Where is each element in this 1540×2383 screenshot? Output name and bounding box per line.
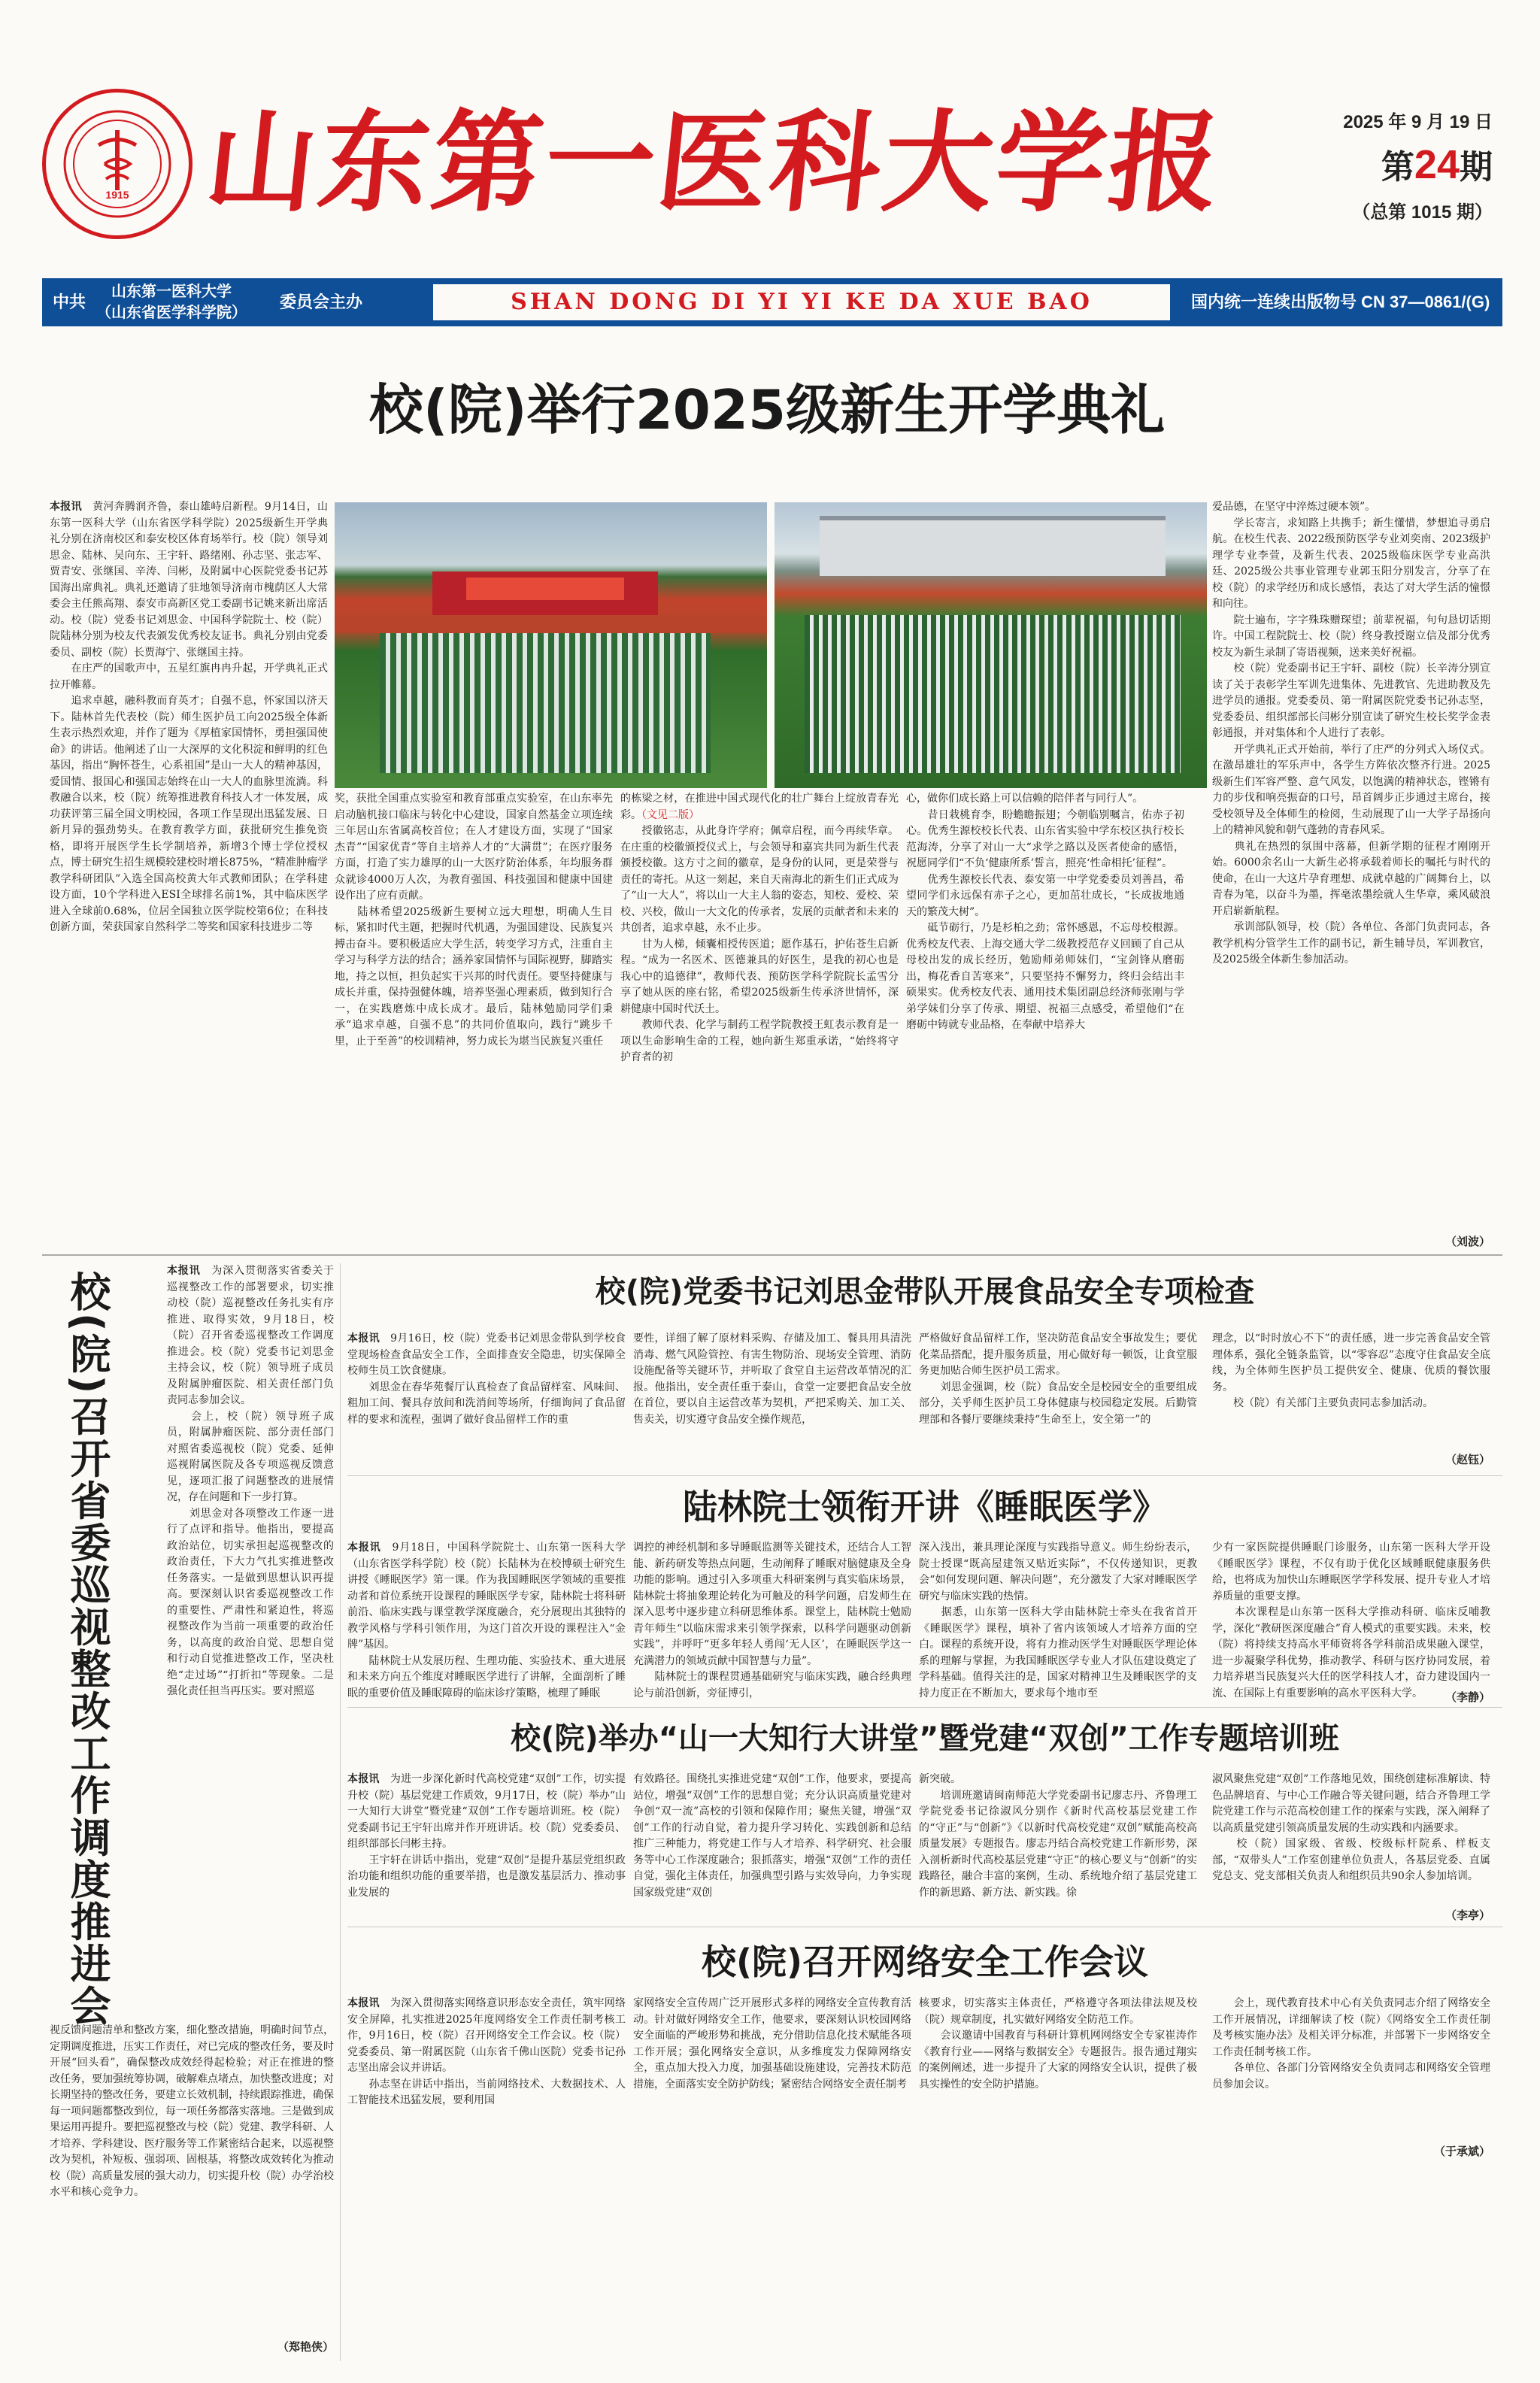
divider-3 [347,1707,1502,1708]
article5-col1: 本报讯 为进一步深化新时代高校党建“双创”工作，切实提升校（院）基层党建工作质效，9月17日，校（院）举办“山一大知行大讲堂”暨党建“双创”工作专题培训班。校（院）党委副书记王宇轩出席并作开班讲话。校（院）党委委员、组织部部长闫彬主持。 王宇轩在讲话中指出，党建“双创”是提升基层党组织政治功能和组织功能的重要举措，也是激发基层活力、推动事业发展的 [347,1773,626,1899]
article1-col2: 奖，获批全国重点实验室和教育部重点实验室，在山东率先启动脑机接口临床与转化中心建设，国家自然基金立项连续三年居山东省属高校首位；在人才建设方面，实现了“国家杰青”“国家优青”等自主培养人才的“大满贯”；在医疗服务方面，打造了实力雄厚的山一大医疗防治体系，年均服务群众就诊4000万人次，为教育强国、科技强国和健康中国建设作出了应有贡献。 陆林希望2025级新生要树立远大理想，明确人生目标，紧扣时代主题，把握时代机遇，为强国建设、民族复兴搏击奋斗。要积极适应大学生活，转变学习方式，注重自主学习与科学方法的结合；涵养家国情怀与国际视野，脚踏实地，持之以恒，担负起实干兴邦的时代责任。要坚持健康与成长并重，保持强健体魄，培养坚强心理素质，做到知行合一，在实践磨炼中成长成才。最后，陆林勉励同学们秉承“追求卓越，自强不息”的共同价值取向，践行“跳步千里，止于至善”的校训精神，努力成长为堪当民族复兴重任 [335,793,613,1047]
article1-col3: 的栋梁之材，在推进中国式现代化的壮广舞台上绽放青春光彩。（文见二版） 授徽铭志，从此身许学府；佩章启程，而今再续华章。在庄重的校徽颁授仪式上，与会领导和嘉宾共同为新生代表颁授校徽。这方寸之间的徽章，是身份的认同，更是荣誉与责任的寄托。从这一刻起，来自天南海北的新生们正式成为了“山一大人”，将以山一大主人翁的姿态，知校、爱校、荣校、兴校，做山一大文化的传承者，发展的贡献者和未来的共创者，追求卓越，永不止步。 甘为人梯，倾囊相授传医道；愿作基石，护佑苍生启新程。“成为一名医术、医德兼具的好医生，是我的初心也是我心中的追德律”，教师代表、预防医学科学院院长孟雪分享了她从医的座右铭，希望2025级新生传承济世情怀，深耕健康中国时代沃土。 教师代表、化学与制药工程学院教授王虹表示教育是一项以生命影响生命的工程，她向新生郑重承诺，“始终将守护育者的初 [620,793,899,1063]
band-host: 委员会主办 [280,293,363,311]
band-pinyin: SHAN DONG DI YI YI KE DA XUE BAO [433,284,1170,320]
photo-ceremony-field [775,502,1207,788]
newspaper-title: 山东第一医科大学报 [200,99,1229,227]
band-publish-no: 国内统一连续出版物号 CN 37—0861/(G) [1191,293,1490,311]
article6-col2: 家网络安全宣传周广泛开展形式多样的网络安全宣传教育活动。针对做好网络安全工作，他要求，要深刻认识校园网络安全面临的严峻形势和挑战，充分借助信息化技术赋能各项工作开展；强化网络安全意识，从多维度发力保障网络安全，重点加大投入力度，加强基础设施建设，完善技术防范措施，全面落实安全防护防线；紧密结合网络安全责任制考 [633,1997,911,2090]
article4-col2: 调控的神经机制和多导睡眠监测等关键技术，还结合人工智能、新药研发等热点问题，生动阐释了睡眠对脑健康及全身功能的影响。通过引入多项重大科研案例与真实临床场景，陆林院士将抽象理论转化为可触及的科学问题，启发师生在深入思考中逐步建立科研思维体系。课堂上，陆林院士勉励青年师生“以临床需求来引领学探索，以科学问题驱动创新实践”，并呼吁“更多年轻人勇闯‘无人区’，在睡眠医学这一充满潜力的领域贡献中国智慧与力量”。 陆林院士的课程贯通基础研究与临床实践，融合经典理论与前沿创新，旁征博引， [633,1542,911,1699]
band-school-name: 山东第一医科大学 [111,283,232,300]
article1-col5: 爱品德，在坚守中淬炼过硬本领”。 学长寄言，求知路上共携手；新生懂惜，梦想追寻勇启航。在校生代表、2022级预防医学专业刘奕南、2023级护理学专业李萱，及新生代表、2025级临床医学专业高洪廷、2025级公共事业管理专业郭玉阳分别发言，分享了在校（院）的求学经历和成长感悟，表达了对大学生活的憧憬和向往。 院士遍布，字字殊珠赠琛望；前辈祝福，句句恳切话期许。中国工程院院士、校（院）终身教授谢立信及部分优秀校友为新生录制了寄语视频，送来美好祝福。 校（院）党委副书记王宇轩、副校（院）长辛涛分别宣读了关于表彰学生军训先进集体、先进教官、先进助教及先进学员的通报。党委委员、第一附属医院党委书记孙志坚，党委委员、组织部部长闫彬分别宣读了研究生校长奖学金表彰通报，并对集体和个人进行了表彰。 开学典礼正式开始前，举行了庄严的分列式入场仪式。在激昂雄壮的军乐声中，各学生方阵依次整齐行进。2025级新生们军容严整、意气风发，以饱满的精神状态，铿锵有力的步伐和响亮振奋的口号，昂首阔步正步通过主席台，接受校领导及全体师生的检阅，生动展现了山一大学子昂扬向上的精神风貌和朝气蓬勃的青春风采。 典礼在热烈的氛围中落幕，但新学期的征程才刚刚开始。6000余名山一大新生必将承载着师长的嘱托与时代的使命，在山一大这片孕育理想、成就卓越的广阔舞台上，以青春为笔，以奋斗为墨，挥毫浓墨绘就人生华章，乘风破浪开启崭新航程。 承训部队领导，校（院）各单位、各部门负责同志，各教学机构分管学生工作的副书记，新生辅导员，军训教官，及2025级全体新生参加活动。 [1212,501,1490,966]
article1-col4: 心，做你们成长路上可以信赖的陪伴者与同行人”。 昔日栽桃育李，盼蟾瞻振翅；今朝临别嘱言，佑赤子初心。优秀生源校校长代表、山东省实验中学东校区执行校长范海涛，分享了对山一大“求学之路以及医者使命的感悟，祝愿同学们“不负‘健康所系’誓言，照亮‘性命相托’征程”。 优秀生源校长代表、泰安第一中学党委委员刘善昌，希望同学们永远保有赤子之心，更加茁壮成长，“长成拔地通天的繁茂大树”。 砥节砺行，乃是杉柏之劲；常怀感恩，不忘母校根源。优秀校友代表、上海交通大学二级教授范存义回顾了自己从母校出发的成长经历，勉励师弟师妹们，“宝剑锋从磨砺出，梅花香自苦寒来”，只要坚持不懈努力，终归会结出丰硕果实。优秀校友代表、通用技术集团副总经济师张刚与学弟学妹们分享了传承、期望、祝福三点感受，希望他们“在磨砺中铸就专业品格，在奉献中培养大 [906,793,1184,1031]
article1-col1: 本报讯 黄河奔腾润齐鲁，泰山雄峙启新程。9月14日，山东第一医科大学（山东省医学科学院）2025级新生开学典礼分别在济南校区和泰安校区体育场举行。校（院）领导刘思金、陆林、吴向东、王宇轩、路绪刚、孙志坚、张志军、贾青安、张继国、辛涛、闫彬，及附属中心医院党委书记苏国海出席典礼。典礼还邀请了驻地领导济南市槐荫区人大常委会主任熊高翔、泰安市高新区党工委副书记姚来新出席活动。校（院）党委书记刘思金、中国科学院院士、校（院）院陆林分别为校友代表颁发优秀校友证书。典礼分别由党委委员、副校（院）长贾海宁、张继国主持。 在庄严的国歌声中，五星红旗冉冉升起，开学典礼正式拉开帷幕。 追求卓越，融科教而育英才；自强不息，怀家国以济天下。陆林首先代表校（院）师生医护员工向2025级全体新生表示热烈欢迎，并作了题为《厚植家国情怀，勇担强国使命》的讲话。他阐述了山一大深厚的文化积淀和鲜明的红色基因，指出“胸怀苍生，心系祖国”是山一大人的精神基因，爱国情、报国心和强国志始终在山一大人的血脉里流淌。科教融合以来，校（院）统筹推进教育科技人才一体发展，成功获评第三届全国文明校园，各项工作呈现出迅猛发展、日新月异的强劲势头。在教育教学方面，获批研究生推免资格，即将开展医学生长学制培养，新增3个博士学位授权点，博士研究生招生规模较建校时增长875%，“精准肿瘤学教学科研团队”入选全国高校黄大年式教师团队；在学科建设方面，10个学科进入ESI全球排名前1%，其中临床医学进入全球前0.68%，位居全国独立医学院校第6位；在科技创新方面，荣获国家自然科学二等奖和国家科技进步二等 [50,501,328,933]
issue-number [1305,140,1493,188]
article3-col4: 理念，以“时时放心不下”的责任感，进一步完善食品安全管理体系，强化全链条监管，以“零容忍”态度守住食品安全底线，为全体师生医护员工提供安全、健康、优质的餐饮服务。 校（院）有关部门主要负责同志参加活动。 [1212,1332,1490,1409]
article5-author: （李亭） [1429,1907,1490,1923]
article5-col3: 新突破。 培训班邀请闽南师范大学党委副书记廖志丹、齐鲁理工学院党委书记徐淑风分别作《新时代高校基层党建工作的“守正”与“创新”》《以新时代高校党建“双创”赋能高校高质量发展》专题报告。廖志丹结合高校党建工作新形势，深入剖析新时代高校基层党建“守正”的核心要义与“创新”的实践路径，融合丰富的案例，生动、系统地介绍了基层党建工作的新思路、新方法、新实践。徐 [919,1773,1197,1899]
article6-title: 校(院)召开网络安全工作会议 [701,1942,1149,1982]
article2-col1: 本报讯 为深入贯彻落实省委关于巡视整改工作的部署要求，切实推动校（院）巡视整改任务扎实有序推进、取得实效，9月18日，校（院）召开省委巡视整改工作调度推进会。校（院）党委书记刘思金主持会议，校（院）领导班子成员及附属肿瘤医院、相关责任部门负责同志参加会议。 会上，校（院）领导班子成员，附属肿瘤医院、部分责任部门对照省委巡视校（院）党委、延伸巡视附属医院及各专项巡视反馈意见，逐项汇报了问题整改的进展情况，存在问题和下一步打算。 刘思金对各项整改工作逐一进行了点评和指导。他指出，要提高政治站位，切实承担起巡视整改的政治责任，下大力气扎实推进整改任务落实。一是做到思想认识再提高。要深刻认识省委巡视整改工作的重要性、严肃性和紧迫性，将巡视整改作为当前一项重要的政治任务，以高度的政治自觉、思想自觉和行动自觉推进整改工作，坚决杜绝“走过场”“打折扣”等现象。二是强化责任担当再压实。要对照巡 [167,1265,334,1697]
article2-title: 校(院)召开省委巡视整改工作调度推进会 [64,1271,111,2027]
photo-ceremony-stage [335,502,767,788]
article5-col2: 有效路径。围绕扎实推进党建“双创”工作，他要求，要提高站位，增强“双创”工作的思想自觉；充分认识高质量党建对争创“双一流”高校的引领和保障作用；聚焦关键，增强“双创”工作的行动自觉，着力提升学习转化、实践创新和总结推广三种能力，将党建工作与人才培养、科学研究、社会服务等中心工作深度融合；狠抓落实，增强“双创”工作的责任自觉，强化主体责任，加强典型引路与实效导向，力争实现国家级党建“双创 [633,1773,911,1899]
issue-date: 2025 年 9 月 19 日 [1343,112,1493,132]
issue-suffix: 期 [1460,149,1493,186]
article3-title: 校(院)党委书记刘思金带队开展食品安全专项检查 [595,1275,1255,1309]
seal-year: 1915 [105,189,129,201]
issue-prefix: 第 [1381,149,1414,186]
divider-2 [347,1475,1502,1476]
article6-col3: 核要求，切实落实主体责任，严格遵守各项法律法规及校（院）规章制度，扎实做好网络安全防范工作。 会议邀请中国教育与科研计算机网网络安全专家崔涛作《教育行业——网络与数据安全》专题报告。报告通过翔实的案例阐述，进一步提升了大家的网络安全认识，提供了极具实操性的安全防护措施。 [919,1997,1197,2090]
divider-vertical [340,1263,341,2361]
article1-author: （刘波） [1445,1235,1490,1248]
university-seal [42,89,192,239]
article4-col3: 深入浅出，兼具理论深度与实践指导意义。师生纷纷表示，院士授课“既高屋建瓴又贴近实际”，不仅传递知识，更教会“如何发现问题、解决问题”，充分激发了大家对睡眠医学研究与临床实践的热情。 据悉，山东第一医科大学由陆林院士牵头在我省首开《睡眠医学》课程，填补了省内该领域人才培养方面的空白。课程的系统开设，将有力推动医学生对睡眠医学理论体系的理解与掌握，为我国睡眠医学专业人才队伍建设奠定了学科基础。值得关注的是，国家对精神卫生及睡眠医学的支持力度正在不断加大，要求每个地市至 [919,1542,1197,1699]
article1-title: 校(院)举行2025级新生开学典礼 [368,378,1166,441]
article3-author: （赵钰） [1445,1453,1490,1466]
article4-col4: 少有一家医院提供睡眠门诊服务，山东第一医科大学开设《睡眠医学》课程，不仅有助于优化区域睡眠健康服务供给，也将成为加快山东睡眠医学学科发展、提升专业人才培养质量的重要支撑。 本次课程是山东第一医科大学推动科研、临床反哺教学，深化“教研医深度融合”育人模式的重要实践。未来，校（院）将持续支持高水平师资将各学科前沿成果融入课堂，进一步凝聚学科优势，推动教学、科研与医疗协同发展，着力培养堪当民族复兴大任的医学科技人才，奋力建设国内一流、在国际上有重要影响的高水平医科大学。 [1212,1542,1490,1699]
article5-title: 校(院)举办“山一大知行大讲堂”暨党建“双创”工作专题培训班 [511,1721,1339,1756]
article4-title: 陆林院士领衔开讲《睡眠医学》 [683,1487,1167,1527]
band-school-alt: （山东省医学科学院） [96,305,247,321]
masthead [0,0,1540,331]
article4-col1: 本报讯 9月18日，中国科学院院士、山东第一医科大学（山东省医学科学院）校（院）长陆林为在校博硕士研究生讲授《睡眠医学》第一课。作为我国睡眠医学领域的重要推动者和首位系统开设课程的睡眠医学专家，陆林院士将科研前沿、临床实践与课堂教学深度融合，充分展现出其独特的教学风格与学科引领作用，为这门首次开设的课程注入“金牌”基因。 陆林院士从发展历程、生理功能、实验技术、重大进展和未来方向五个维度对睡眠医学进行了讲解，全面剖析了睡眠的重要价值及睡眠障碍的临床诊疗策略，梳理了睡眠 [347,1542,626,1699]
article2-col2: 视反馈问题清单和整改方案，细化整改措施，明确时间节点，定期调度推进，压实工作责任，对已完成的整改任务，要及时开展“回头看”，确保整改成效经得起检验；对正在推进的整改任务，要加强统筹协调，破解难点堵点，加快整改进度；对长期坚持的整改任务，要建立长效机制，持续跟踪推进，确保每一项问题都整改到位，每一项任务都落实落地。三是做到成果运用再提升。要把巡视整改与校（院）党建、教学科研、人才培养、学科建设、医疗服务等工作紧密结合起来，以巡视整改为契机，补短板、强弱项、固根基，将整改成效转化为推动校（院）高质量发展的强大动力，切实提升校（院）办学治校水平和核心竞争力。 [50,2024,334,2198]
masthead-band [42,278,1502,326]
article2-author: （郑艳侠） [277,2340,334,2354]
article6-col4: 会上，现代教育技术中心有关负责同志介绍了网络安全工作开展情况，详细解读了校（院）《网络安全工作责任制及考核实施办法》及相关评分标准，并部署下一步网络安全工作责任制考核工作。 各单位、各部门分管网络安全负责同志和网络安全管理员参加会议。 [1212,1997,1490,2090]
band-school [96,281,247,323]
article3-col2: 要性，详细了解了原材料采购、存储及加工、餐具用具清洗消毒、燃气风险管控、有害生物防治、现场安全管理、消防设施配备等关键环节，并听取了食堂自主运营改革情况的汇报。他指出，安全责任重于泰山，食堂一定要把食品安全放在首位，要以自主运营改革为契机，严把采购关、加工关、售卖关，切实遵守食品安全操作规范， [633,1332,911,1426]
total-issue: （总第 1015 期） [1352,202,1493,223]
article6-col1: 本报讯 为深入贯彻落实网络意识形态安全责任，筑牢网络安全屏障，扎实推进2025年度网络安全工作责任制考核工作，9月16日，校（院）召开网络安全工作会议。校（院）党委委员、第一附属医院（山东省千佛山医院）党委书记孙志坚出席会议并讲话。 孙志坚在讲话中指出，当前网络技术、大数据技术、人工智能技术迅猛发展，要利用国 [347,1997,626,2106]
article3-col3: 严格做好食品留样工作，坚决防范食品安全事故发生；要优化菜品搭配，提升服务质量，用心做好每一顿饭，让食堂服务更加贴合师生医护员工需求。 刘思金强调，校（院）食品安全是校园安全的重要组成部分，关乎师生医护员工身体健康与校园稳定发展。后勤管理部和各餐厅要继续秉持“生命至上，安全第一”的 [919,1332,1197,1426]
band-party: 中共 [53,293,86,311]
article5-col4: 淑风聚焦党建“双创”工作落地见效，围绕创建标准解读、特色品牌培育、与中心工作融合等关键问题，结合齐鲁理工学院党建工作与示范高校创建工作的探索与实践，深入阐释了以高质量党建引领高质量发展的生动实践和内涵要求。 校（院）国家级、省级、校级标杆院系、样板支部，“双带头人”工作室创建单位负责人，各基层党委、直属党总支、党支部相关负责人和组织员共90余人参加培训。 [1212,1773,1490,1882]
issue-number-value: 24 [1414,142,1460,187]
divider-1 [42,1254,1502,1256]
article3-col1: 本报讯 9月16日，校（院）党委书记刘思金带队到学校食堂现场检查食品安全工作，全面排查安全隐患，切实保障全校师生员工饮食健康。 刘思金在春华苑餐厅认真检查了食品留样室、风味间、粗加工间、餐具存放间和洗消间等场所，仔细询问了食品留样的要求和流程，强调了做好食品留样工作的重 [347,1332,626,1426]
article6-author: （于承斌） [1433,2145,1490,2158]
article4-author: （李静） [1429,1689,1490,1705]
